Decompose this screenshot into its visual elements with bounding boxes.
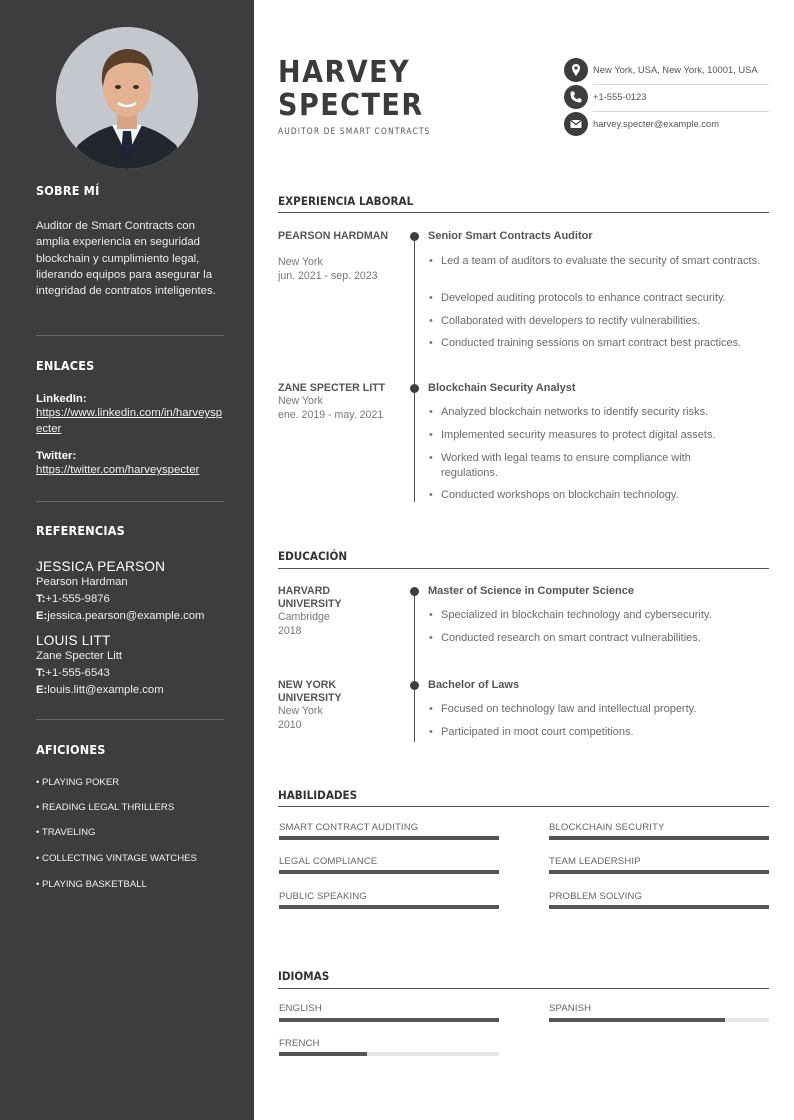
hobbies-section xyxy=(36,742,224,902)
experience-role: Blockchain Security Analyst xyxy=(428,382,576,394)
experience-bullet: • Worked with legal teams to ensure compliance with regulations. xyxy=(441,451,741,481)
references-title: REFERENCIAS xyxy=(36,523,125,538)
reference-name: JESSICA PEARSON xyxy=(36,559,166,574)
hobby-item: • TRAVELING xyxy=(36,827,96,838)
reference-email: louis.litt@example.com xyxy=(47,684,164,696)
address-text: New York, USA, New York, 10001, USA xyxy=(593,64,758,75)
email-label: E: xyxy=(36,684,48,696)
phone-icon xyxy=(564,85,588,109)
language-bar xyxy=(279,1018,499,1022)
location-pin-icon xyxy=(564,58,588,82)
first-name: HARVEY xyxy=(278,55,411,90)
avatar xyxy=(56,27,198,169)
hobbies-title: AFICIONES xyxy=(36,742,106,757)
hobby-item: • PLAYING POKER xyxy=(36,777,120,788)
job-title: AUDITOR DE SMART CONTRACTS xyxy=(278,126,431,136)
timeline-dot xyxy=(410,681,419,690)
reference-phone: +1-555-9876 xyxy=(45,593,110,605)
skill-name: PUBLIC SPEAKING xyxy=(279,891,367,902)
about-title: SOBRE MÍ xyxy=(36,183,100,198)
reference-email: jessica.pearson@example.com xyxy=(47,610,205,622)
timeline-line xyxy=(414,236,415,502)
education-org: NEW YORK UNIVERSITY xyxy=(278,679,342,705)
language-bar-fill xyxy=(279,1018,499,1022)
skill-bar-fill xyxy=(279,905,499,909)
timeline-line xyxy=(414,591,415,742)
education-bullet: • Specialized in blockchain technology and cybersecurity. xyxy=(441,608,771,623)
skill-name: LEGAL COMPLIANCE xyxy=(279,856,378,867)
skill-name: BLOCKCHAIN SECURITY xyxy=(549,822,665,833)
phone-text: +1-555-0123 xyxy=(593,91,647,102)
reference-item xyxy=(36,559,224,625)
experience-dates: jun. 2021 - sep. 2023 xyxy=(278,270,378,282)
experience-org: PEARSON HARDMAN xyxy=(278,230,389,242)
skill-bar-fill xyxy=(549,870,769,874)
references-section xyxy=(36,523,224,699)
contact-phone xyxy=(564,85,769,111)
language-name: FRENCH xyxy=(279,1038,320,1049)
divider xyxy=(36,335,224,336)
about-section xyxy=(36,183,224,299)
hobby-item: • COLLECTING VINTAGE WATCHES xyxy=(36,853,197,864)
links-section xyxy=(36,358,224,479)
reference-item xyxy=(36,633,224,699)
skill-bar xyxy=(279,836,499,840)
language-name: SPANISH xyxy=(549,1003,592,1014)
education-degree: Master of Science in Computer Science xyxy=(428,585,635,597)
links-title: ENLACES xyxy=(36,358,95,373)
skill-bar xyxy=(279,870,499,874)
language-bar xyxy=(549,1018,769,1022)
experience-dates: ene. 2019 - may. 2021 xyxy=(278,409,384,421)
phone-label: T: xyxy=(36,593,46,605)
education-year: 2018 xyxy=(278,625,302,637)
envelope-icon xyxy=(564,112,588,136)
section-rule xyxy=(278,806,769,807)
reference-name: LOUIS LITT xyxy=(36,633,111,648)
education-location: Cambridge xyxy=(278,611,330,623)
experience-role: Senior Smart Contracts Auditor xyxy=(428,230,593,242)
contact-email xyxy=(564,112,769,138)
experience-bullet: • Implemented security measures to protect digital assets. xyxy=(441,428,771,443)
email-label: E: xyxy=(36,610,48,622)
education-bullet: • Participated in moot court competitions. xyxy=(441,725,771,740)
language-bar xyxy=(279,1052,499,1056)
experience-bullet: • Conducted workshops on blockchain technology. xyxy=(441,488,771,503)
reference-company: Pearson Hardman xyxy=(36,576,128,588)
reference-phone: +1-555-6543 xyxy=(45,667,110,679)
twitter-label: Twitter: xyxy=(36,450,77,463)
skill-bar xyxy=(279,905,499,909)
experience-bullet: • Analyzed blockchain networks to identify security risks. xyxy=(441,405,771,420)
linkedin-link[interactable]: https://www.linkedin.com/in/harveyspecter xyxy=(36,407,223,435)
education-bullet: • Conducted research on smart contract vulnerabilities. xyxy=(441,631,771,646)
experience-location: New York xyxy=(278,395,323,407)
sidebar xyxy=(0,0,254,1120)
languages-title: IDIOMAS xyxy=(278,969,330,983)
skill-name: TEAM LEADERSHIP xyxy=(549,856,641,867)
language-name: ENGLISH xyxy=(279,1003,322,1014)
skill-bar-fill xyxy=(549,836,769,840)
hobby-item: • READING LEGAL THRILLERS xyxy=(36,802,175,813)
experience-org: ZANE SPECTER LITT xyxy=(278,382,386,394)
skill-bar-fill xyxy=(279,870,499,874)
education-location: New York xyxy=(278,705,323,717)
email-text: harvey.specter@example.com xyxy=(593,118,720,129)
section-rule xyxy=(278,212,769,213)
education-bullet: • Focused on technology law and intellectual property. xyxy=(441,702,771,717)
twitter-link[interactable]: https://twitter.com/harveyspecter xyxy=(36,464,200,477)
phone-label: T: xyxy=(36,667,46,679)
education-org: HARVARD UNIVERSITY xyxy=(278,585,342,611)
divider xyxy=(36,501,224,502)
education-degree: Bachelor of Laws xyxy=(428,679,520,691)
skill-bar xyxy=(549,836,769,840)
timeline-dot xyxy=(410,232,419,241)
skill-name: PROBLEM SOLVING xyxy=(549,891,643,902)
education-title: EDUCACIÓN xyxy=(278,549,348,563)
education-year: 2010 xyxy=(278,719,302,731)
section-rule xyxy=(278,988,769,989)
language-bar-fill xyxy=(549,1018,725,1022)
timeline-dot xyxy=(410,384,419,393)
contact-address xyxy=(564,58,769,84)
skill-bar xyxy=(549,870,769,874)
experience-location: New York xyxy=(278,256,323,268)
experience-bullet: • Led a team of auditors to evaluate the security of smart contracts. xyxy=(441,254,771,269)
skill-name: SMART CONTRACT AUDITING xyxy=(279,822,419,833)
portrait-photo xyxy=(56,27,198,169)
experience-bullet: • Developed auditing protocols to enhance contract security. xyxy=(441,291,771,306)
experience-bullet: • Conducted training sessions on smart contract best practices. xyxy=(441,336,771,351)
linkedin-label: LinkedIn: xyxy=(36,393,87,405)
skill-bar xyxy=(549,905,769,909)
last-name: SPECTER xyxy=(278,88,424,123)
experience-title: EXPERIENCIA LABORAL xyxy=(278,194,414,208)
experience-bullet: • Collaborated with developers to rectify vulnerabilities. xyxy=(441,314,771,329)
language-bar-fill xyxy=(279,1052,367,1056)
hobby-item: • PLAYING BASKETBALL xyxy=(36,879,147,890)
section-rule xyxy=(278,568,769,569)
skill-bar-fill xyxy=(549,905,769,909)
divider xyxy=(36,719,224,720)
about-text: Auditor de Smart Contracts con amplia experiencia en seguridad blockchain y cumplimiento legal, liderando equipos para asegurar la integridad de contratos inteligentes. xyxy=(36,220,216,298)
skill-bar-fill xyxy=(279,836,499,840)
reference-company: Zane Specter Litt xyxy=(36,650,123,662)
skills-title: HABILIDADES xyxy=(278,788,358,802)
timeline-dot xyxy=(410,587,419,596)
